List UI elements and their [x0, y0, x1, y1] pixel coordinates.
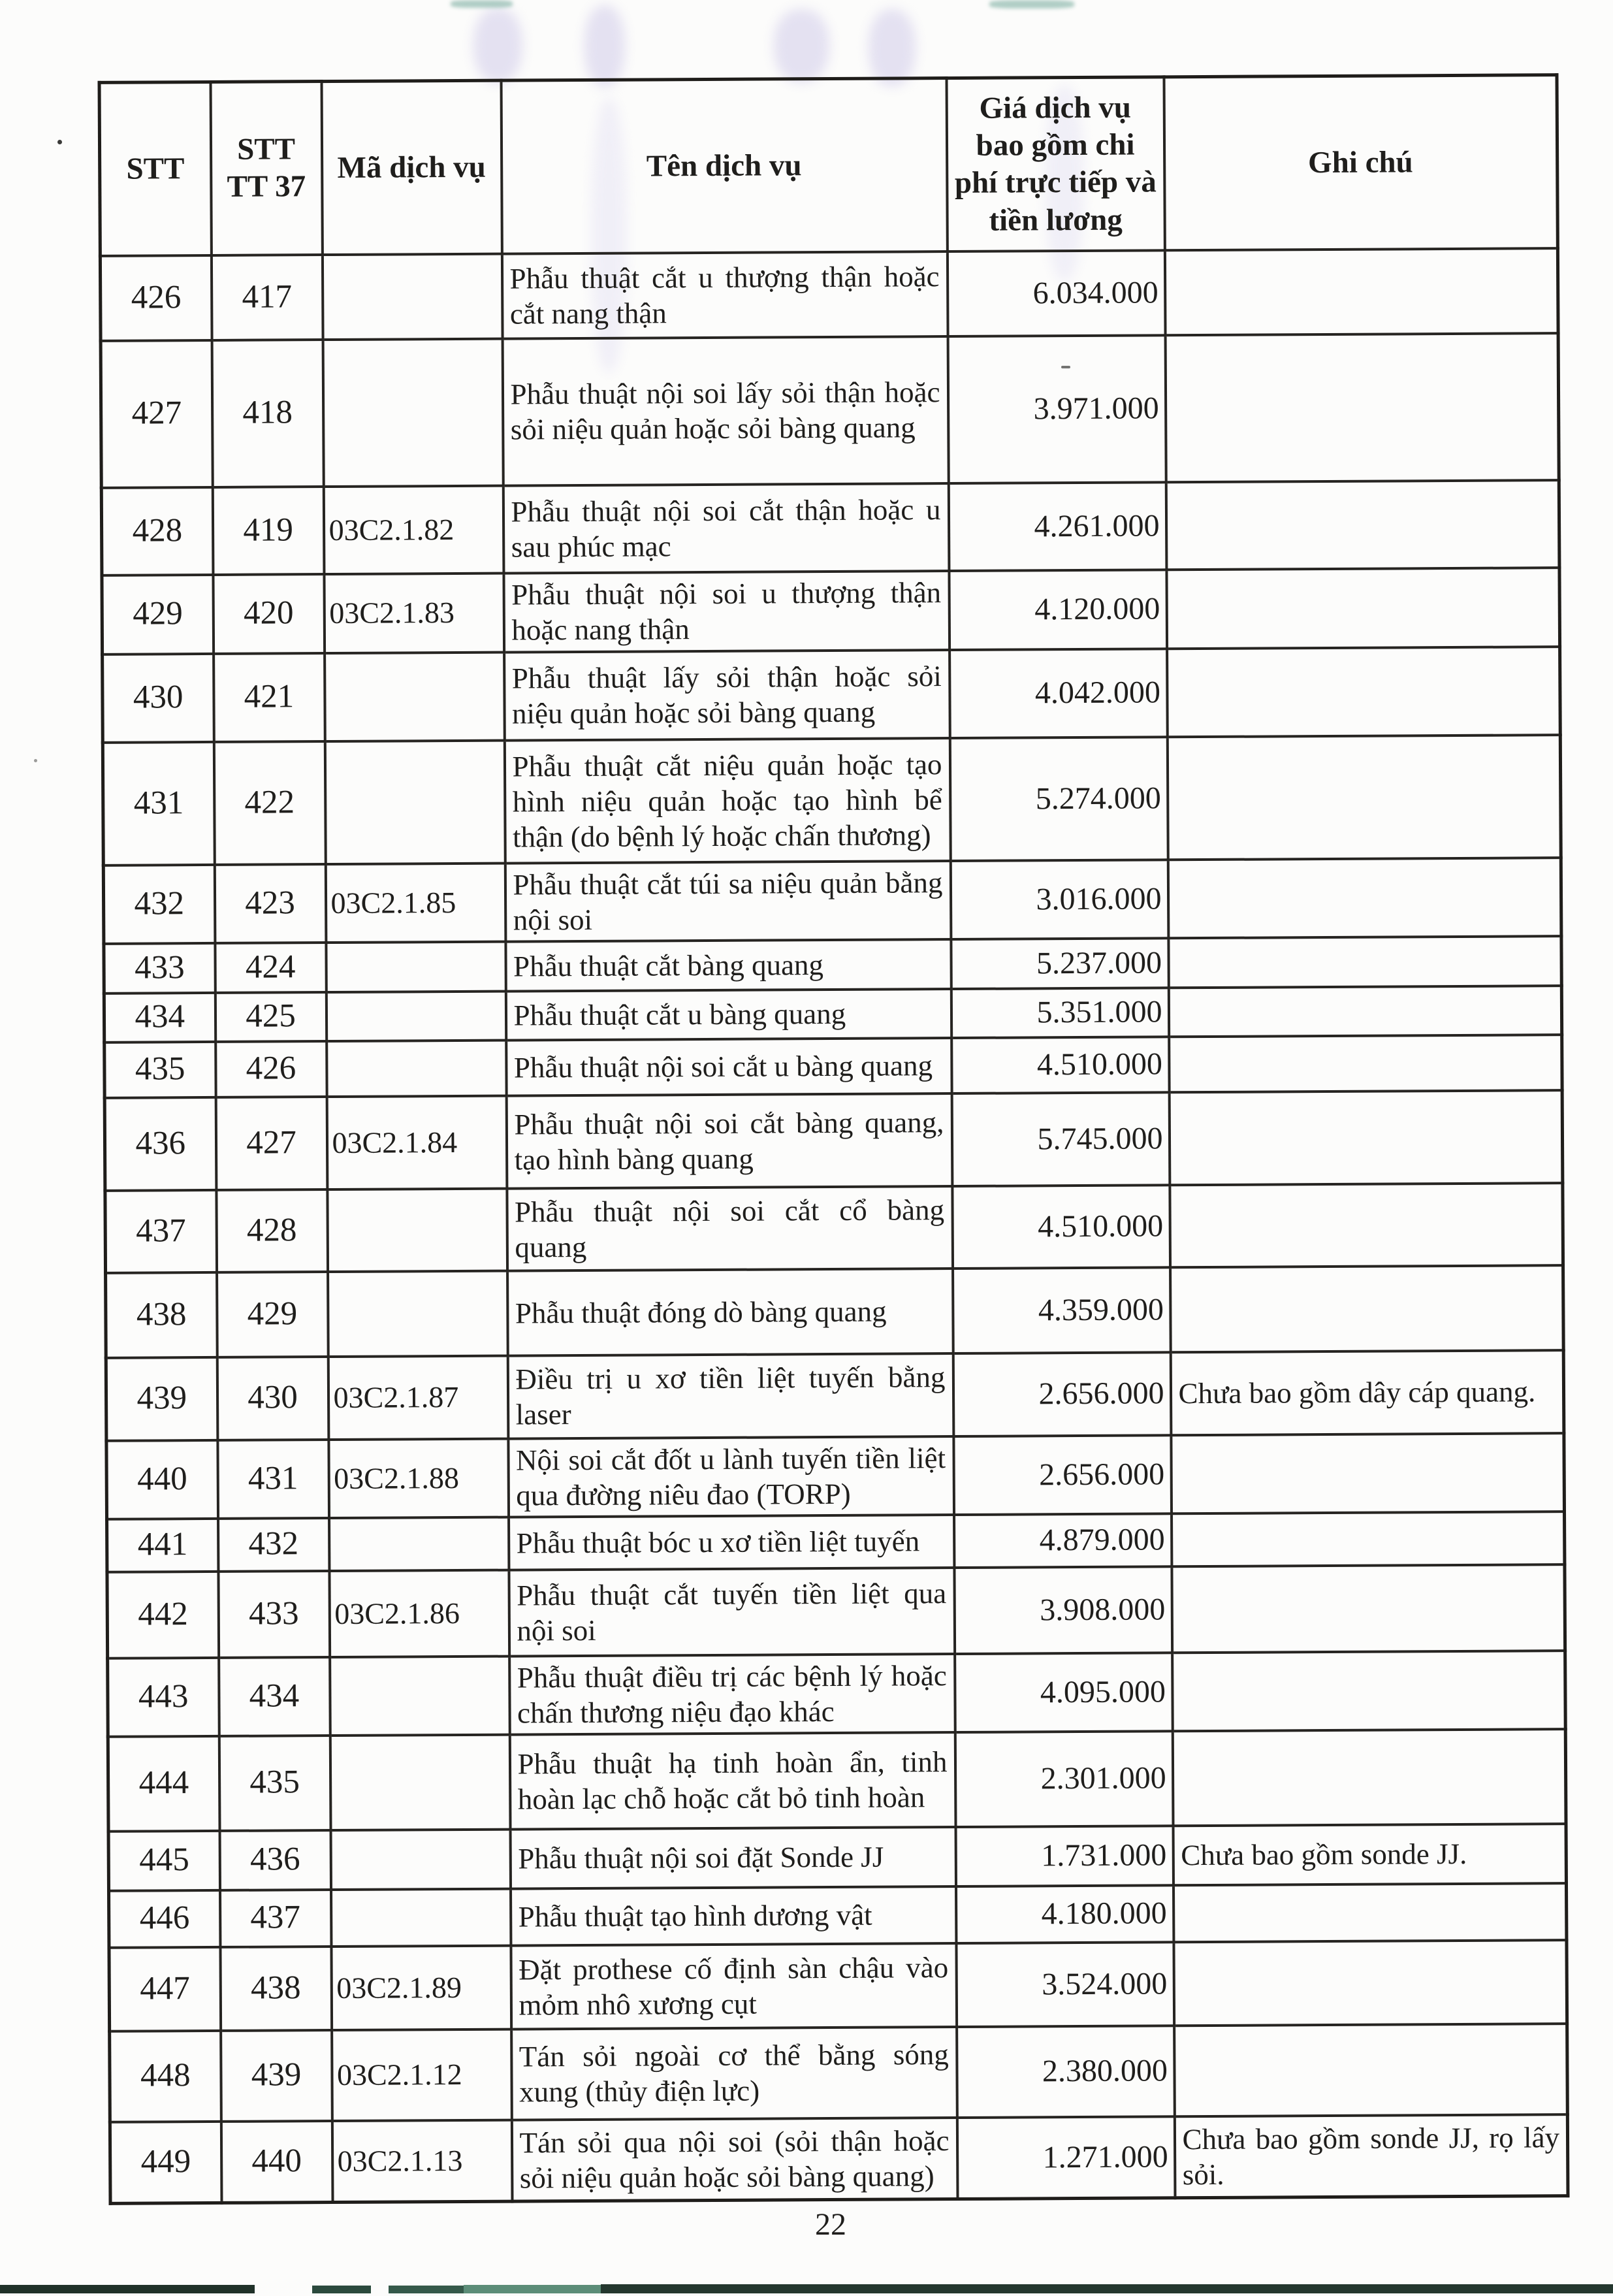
cell-service-code	[329, 1517, 509, 1570]
cell-stt-tt37: 435	[219, 1736, 330, 1831]
cell-service-code: 03C2.1.82	[323, 485, 503, 574]
cell-stt: 440	[106, 1440, 218, 1519]
cell-service-name: Phẫu thuật đóng dò bàng quang	[507, 1269, 953, 1356]
cell-service-name: Phẫu thuật cắt u bàng quang	[505, 989, 951, 1041]
table-row	[103, 735, 1561, 865]
table-row	[102, 568, 1560, 655]
cell-service-name: Đặt prothese cố định sàn chậu vào mỏm nhô xương cụt	[511, 1943, 957, 2029]
cell-price: 1.731.000	[955, 1826, 1173, 1886]
table-row	[103, 647, 1561, 743]
cell-service-name: Phẫu thuật lấy sỏi thận hoặc sỏi niệu quản hoặc sỏi bàng quang	[504, 650, 950, 741]
cell-stt-tt37: 426	[216, 1041, 327, 1097]
cell-stt: 434	[104, 992, 215, 1042]
cell-note	[1167, 647, 1561, 737]
cell-price: 3.908.000	[954, 1566, 1172, 1654]
cell-note	[1172, 1651, 1566, 1731]
price-table	[98, 73, 1570, 2205]
cell-stt: 449	[110, 2121, 221, 2203]
cell-note	[1174, 2024, 1568, 2116]
cell-service-code: 03C2.1.12	[332, 2029, 512, 2120]
bottom-scan-line	[0, 2285, 255, 2293]
cell-stt-tt37: 427	[216, 1097, 327, 1190]
cell-stt: 438	[106, 1272, 217, 1357]
cell-stt: 448	[110, 2030, 221, 2122]
cell-stt: 443	[108, 1657, 219, 1736]
cell-stt-tt37: 429	[217, 1272, 328, 1357]
scan-smudge	[473, 8, 522, 83]
cell-note	[1166, 480, 1559, 570]
cell-stt: 442	[107, 1571, 219, 1658]
cell-service-name: Phẫu thuật nội soi đặt Sonde JJ	[510, 1827, 955, 1889]
cell-price: 5.237.000	[951, 938, 1168, 989]
cell-service-code: 03C2.1.84	[327, 1095, 507, 1189]
cell-service-code: 03C2.1.83	[324, 573, 504, 653]
cell-service-name: Phẫu thuật điều trị các bệnh lý hoặc chấn thương niệu đạo khác	[509, 1654, 955, 1735]
cell-price: 4.359.000	[953, 1267, 1171, 1353]
cell-stt: 432	[103, 864, 215, 943]
cell-price: 4.042.000	[950, 649, 1168, 738]
table-row	[108, 1729, 1566, 1832]
cell-note	[1165, 333, 1559, 482]
cell-service-code	[323, 338, 503, 486]
cell-note	[1171, 1433, 1565, 1513]
cell-price: 4.261.000	[948, 482, 1166, 571]
scan-smudge	[774, 9, 829, 82]
cell-service-code: 03C2.1.88	[328, 1438, 509, 1517]
column-header-ten-dich-vu: Tên dịch vụ	[501, 78, 947, 254]
cell-price: 4.510.000	[952, 1185, 1170, 1269]
cell-note	[1167, 735, 1561, 860]
cell-price: 5.745.000	[951, 1092, 1170, 1186]
cell-stt: 445	[108, 1830, 219, 1890]
cell-stt-tt37: 434	[219, 1657, 330, 1736]
table-row	[108, 1824, 1566, 1891]
cell-price: 2.301.000	[955, 1731, 1173, 1827]
cell-stt-tt37: 419	[212, 487, 324, 575]
table-row	[104, 1035, 1562, 1098]
scan-smudge	[584, 5, 625, 87]
cell-stt-tt37: 432	[218, 1518, 329, 1572]
table-row	[105, 1183, 1563, 1273]
table-row	[107, 1564, 1565, 1658]
cell-note	[1172, 1564, 1565, 1653]
column-header-ghi-chu: Ghi chú	[1164, 75, 1557, 250]
cell-service-code	[328, 1270, 508, 1356]
cell-note	[1172, 1729, 1566, 1826]
cell-price: 4.120.000	[949, 570, 1167, 650]
scan-mark	[451, 0, 513, 8]
cell-note	[1170, 1265, 1564, 1352]
cell-note	[1164, 248, 1558, 335]
cell-service-code	[331, 1888, 511, 1946]
cell-service-name: Phẫu thuật nội soi cắt u bàng quang	[506, 1038, 951, 1096]
table-row	[103, 858, 1561, 944]
table-row	[110, 2114, 1568, 2204]
cell-note: Chưa bao gồm sonde JJ.	[1173, 1824, 1566, 1885]
table-row	[108, 1651, 1566, 1737]
cell-service-name: Phẫu thuật nội soi lấy sỏi thận hoặc sỏi niệu quản hoặc sỏi bàng quang	[502, 336, 948, 486]
cell-price: 4.879.000	[954, 1513, 1172, 1568]
cell-note	[1169, 1035, 1562, 1092]
cell-service-code: 03C2.1.89	[331, 1945, 511, 2029]
cell-service-code	[327, 1188, 507, 1271]
table-row	[109, 1940, 1567, 2031]
cell-stt: 439	[106, 1357, 217, 1440]
cell-price: 2.656.000	[953, 1352, 1171, 1436]
table-container	[98, 73, 1567, 2205]
cell-price: 4.180.000	[955, 1885, 1173, 1943]
bottom-scan-line	[312, 2286, 371, 2293]
cell-stt: 433	[104, 943, 215, 993]
cell-service-name: Phẫu thuật nội soi u thượng thận hoặc nang thận	[503, 571, 950, 653]
cell-price: 6.034.000	[947, 250, 1165, 336]
cell-stt-tt37: 422	[214, 741, 325, 865]
cell-price: 2.380.000	[957, 2026, 1175, 2118]
table-body	[100, 248, 1568, 2204]
table-row	[104, 1090, 1563, 1191]
cell-stt-tt37: 425	[215, 992, 326, 1042]
cell-note: Chưa bao gồm dây cáp quang.	[1170, 1350, 1564, 1435]
cell-stt-tt37: 417	[211, 255, 323, 340]
cell-price: 1.271.000	[957, 2116, 1175, 2199]
cell-service-name: Phẫu thuật cắt u thượng thận hoặc cắt nang thận	[502, 251, 948, 339]
cell-service-code: 03C2.1.86	[329, 1570, 509, 1657]
cell-note	[1168, 936, 1561, 988]
column-header-stt-tt37: STT TT 37	[210, 82, 322, 255]
cell-service-name: Phẫu thuật cắt tuyến tiền liệt qua nội soi	[509, 1568, 955, 1657]
cell-service-name: Phẫu thuật cắt niệu quản hoặc tạo hình niệu quản hoặc tạo hình bể thận (do bệnh lý hoặc chấn thương)	[504, 738, 950, 864]
cell-service-code: 03C2.1.87	[328, 1355, 508, 1439]
cell-note: Chưa bao gồm sonde JJ, rọ lấy sỏi.	[1174, 2114, 1568, 2198]
cell-note	[1172, 1512, 1565, 1566]
cell-note	[1168, 986, 1561, 1037]
table-row	[106, 1350, 1564, 1441]
column-header-stt: STT	[99, 82, 211, 255]
cell-service-name: Phẫu thuật cắt túi sa niệu quản bằng nội soi	[505, 861, 951, 942]
cell-service-code	[330, 1656, 510, 1735]
cell-service-name: Phẫu thuật cắt bàng quang	[505, 939, 951, 992]
scan-speck	[34, 759, 37, 762]
cell-stt: 435	[104, 1041, 216, 1097]
column-header-ma-dich-vu: Mã dịch vụ	[321, 80, 502, 254]
cell-stt: 436	[104, 1097, 216, 1190]
cell-service-code	[325, 740, 505, 864]
cell-service-name: Phẫu thuật nội soi cắt thận hoặc u sau phúc mạc	[503, 483, 949, 574]
cell-service-name: Nội soi cắt đốt u lành tuyến tiền liệt qua đường niêu đao (TORP)	[508, 1436, 954, 1517]
scan-smudge	[869, 9, 916, 86]
cell-service-name: Tán sỏi ngoài cơ thể bằng sóng xung (thủy điện lực)	[511, 2027, 957, 2120]
table-header	[99, 75, 1557, 256]
cell-price: 5.351.000	[951, 988, 1168, 1038]
cell-stt-tt37: 423	[214, 864, 326, 943]
cell-price: 4.095.000	[955, 1653, 1173, 1732]
cell-price: 3.524.000	[956, 1942, 1174, 2027]
cell-service-code: 03C2.1.13	[332, 2120, 512, 2202]
cell-service-code	[325, 652, 505, 741]
cell-service-code	[322, 253, 502, 339]
cell-stt-tt37: 438	[220, 1947, 332, 2031]
cell-service-name: Phẫu thuật nội soi cắt bàng quang, tạo hình bàng quang	[506, 1093, 952, 1189]
cell-stt-tt37: 420	[213, 574, 325, 654]
table-row	[107, 1512, 1565, 1572]
cell-price: 5.274.000	[950, 737, 1168, 861]
cell-stt: 427	[101, 340, 212, 487]
cell-stt: 429	[102, 574, 214, 654]
table-row	[106, 1265, 1564, 1358]
cell-service-name: Điều trị u xơ tiền liệt tuyến bằng laser	[507, 1353, 953, 1439]
cell-stt-tt37: 421	[214, 653, 325, 742]
bottom-scan-line	[601, 2284, 1613, 2293]
table-row	[104, 936, 1561, 994]
table-row	[100, 248, 1558, 341]
cell-service-code	[330, 1829, 510, 1889]
cell-stt-tt37: 418	[212, 340, 323, 487]
cell-note	[1170, 1183, 1563, 1267]
cell-service-code	[327, 1040, 506, 1096]
cell-service-name: Phẫu thuật tạo hình dương vật	[510, 1886, 955, 1946]
table-row	[101, 333, 1559, 488]
bottom-scan-line	[389, 2286, 464, 2293]
cell-service-name: Phẫu thuật hạ tinh hoàn ẩn, tinh hoàn lạc chỗ hoặc cắt bỏ tinh hoàn	[509, 1732, 955, 1830]
cell-price: 3.016.000	[950, 860, 1168, 939]
cell-price: 2.656.000	[953, 1435, 1172, 1515]
table-row	[106, 1433, 1565, 1519]
cell-stt: 430	[103, 653, 214, 742]
scan-speck	[57, 140, 62, 144]
table-row	[104, 986, 1561, 1043]
cell-stt-tt37: 430	[217, 1357, 328, 1440]
cell-stt: 446	[109, 1890, 220, 1947]
cell-stt: 431	[103, 741, 214, 865]
cell-stt: 447	[109, 1947, 221, 2031]
column-header-gia-dich-vu: Giá dịch vụ bao gồm chi phí trực tiếp và tiền lương	[946, 77, 1164, 251]
cell-stt-tt37: 437	[220, 1890, 331, 1947]
cell-note	[1168, 858, 1561, 938]
cell-stt-tt37: 433	[218, 1571, 330, 1658]
cell-stt: 444	[108, 1736, 219, 1831]
cell-service-code	[326, 991, 505, 1041]
cell-service-code	[330, 1734, 510, 1830]
cell-service-name: Phẫu thuật bóc u xơ tiền liệt tuyến	[509, 1515, 954, 1570]
page-number: 22	[815, 2207, 846, 2242]
cell-stt-tt37: 436	[219, 1830, 330, 1890]
cell-stt-tt37: 440	[221, 2121, 332, 2203]
cell-stt: 437	[105, 1189, 217, 1272]
header-row	[99, 75, 1557, 256]
scan-mark	[989, 0, 1074, 8]
cell-price: 4.510.000	[951, 1037, 1169, 1093]
cell-stt: 426	[100, 255, 212, 340]
table-row	[101, 480, 1559, 575]
table-row	[109, 1883, 1567, 1948]
cell-note	[1174, 1940, 1567, 2026]
cell-stt: 441	[107, 1518, 218, 1572]
cell-service-code: 03C2.1.85	[325, 863, 505, 942]
cell-stt-tt37: 424	[215, 943, 326, 993]
cell-price: 3.971.000	[948, 335, 1166, 483]
table-row	[110, 2024, 1568, 2122]
cell-note	[1169, 1090, 1563, 1185]
cell-note	[1166, 568, 1560, 649]
cell-stt-tt37: 431	[217, 1440, 329, 1519]
cell-stt: 428	[101, 487, 213, 575]
bottom-scan-line	[464, 2285, 601, 2293]
cell-service-code	[326, 941, 505, 992]
cell-service-name: Phẫu thuật nội soi cắt cổ bàng quang	[507, 1186, 953, 1271]
cell-stt-tt37: 428	[216, 1189, 328, 1272]
cell-stt-tt37: 439	[221, 2030, 332, 2122]
cell-service-name: Tán sỏi qua nội soi (sỏi thận hoặc sỏi niệu quản hoặc sỏi bàng quang)	[511, 2118, 957, 2202]
cell-note	[1173, 1883, 1566, 1942]
